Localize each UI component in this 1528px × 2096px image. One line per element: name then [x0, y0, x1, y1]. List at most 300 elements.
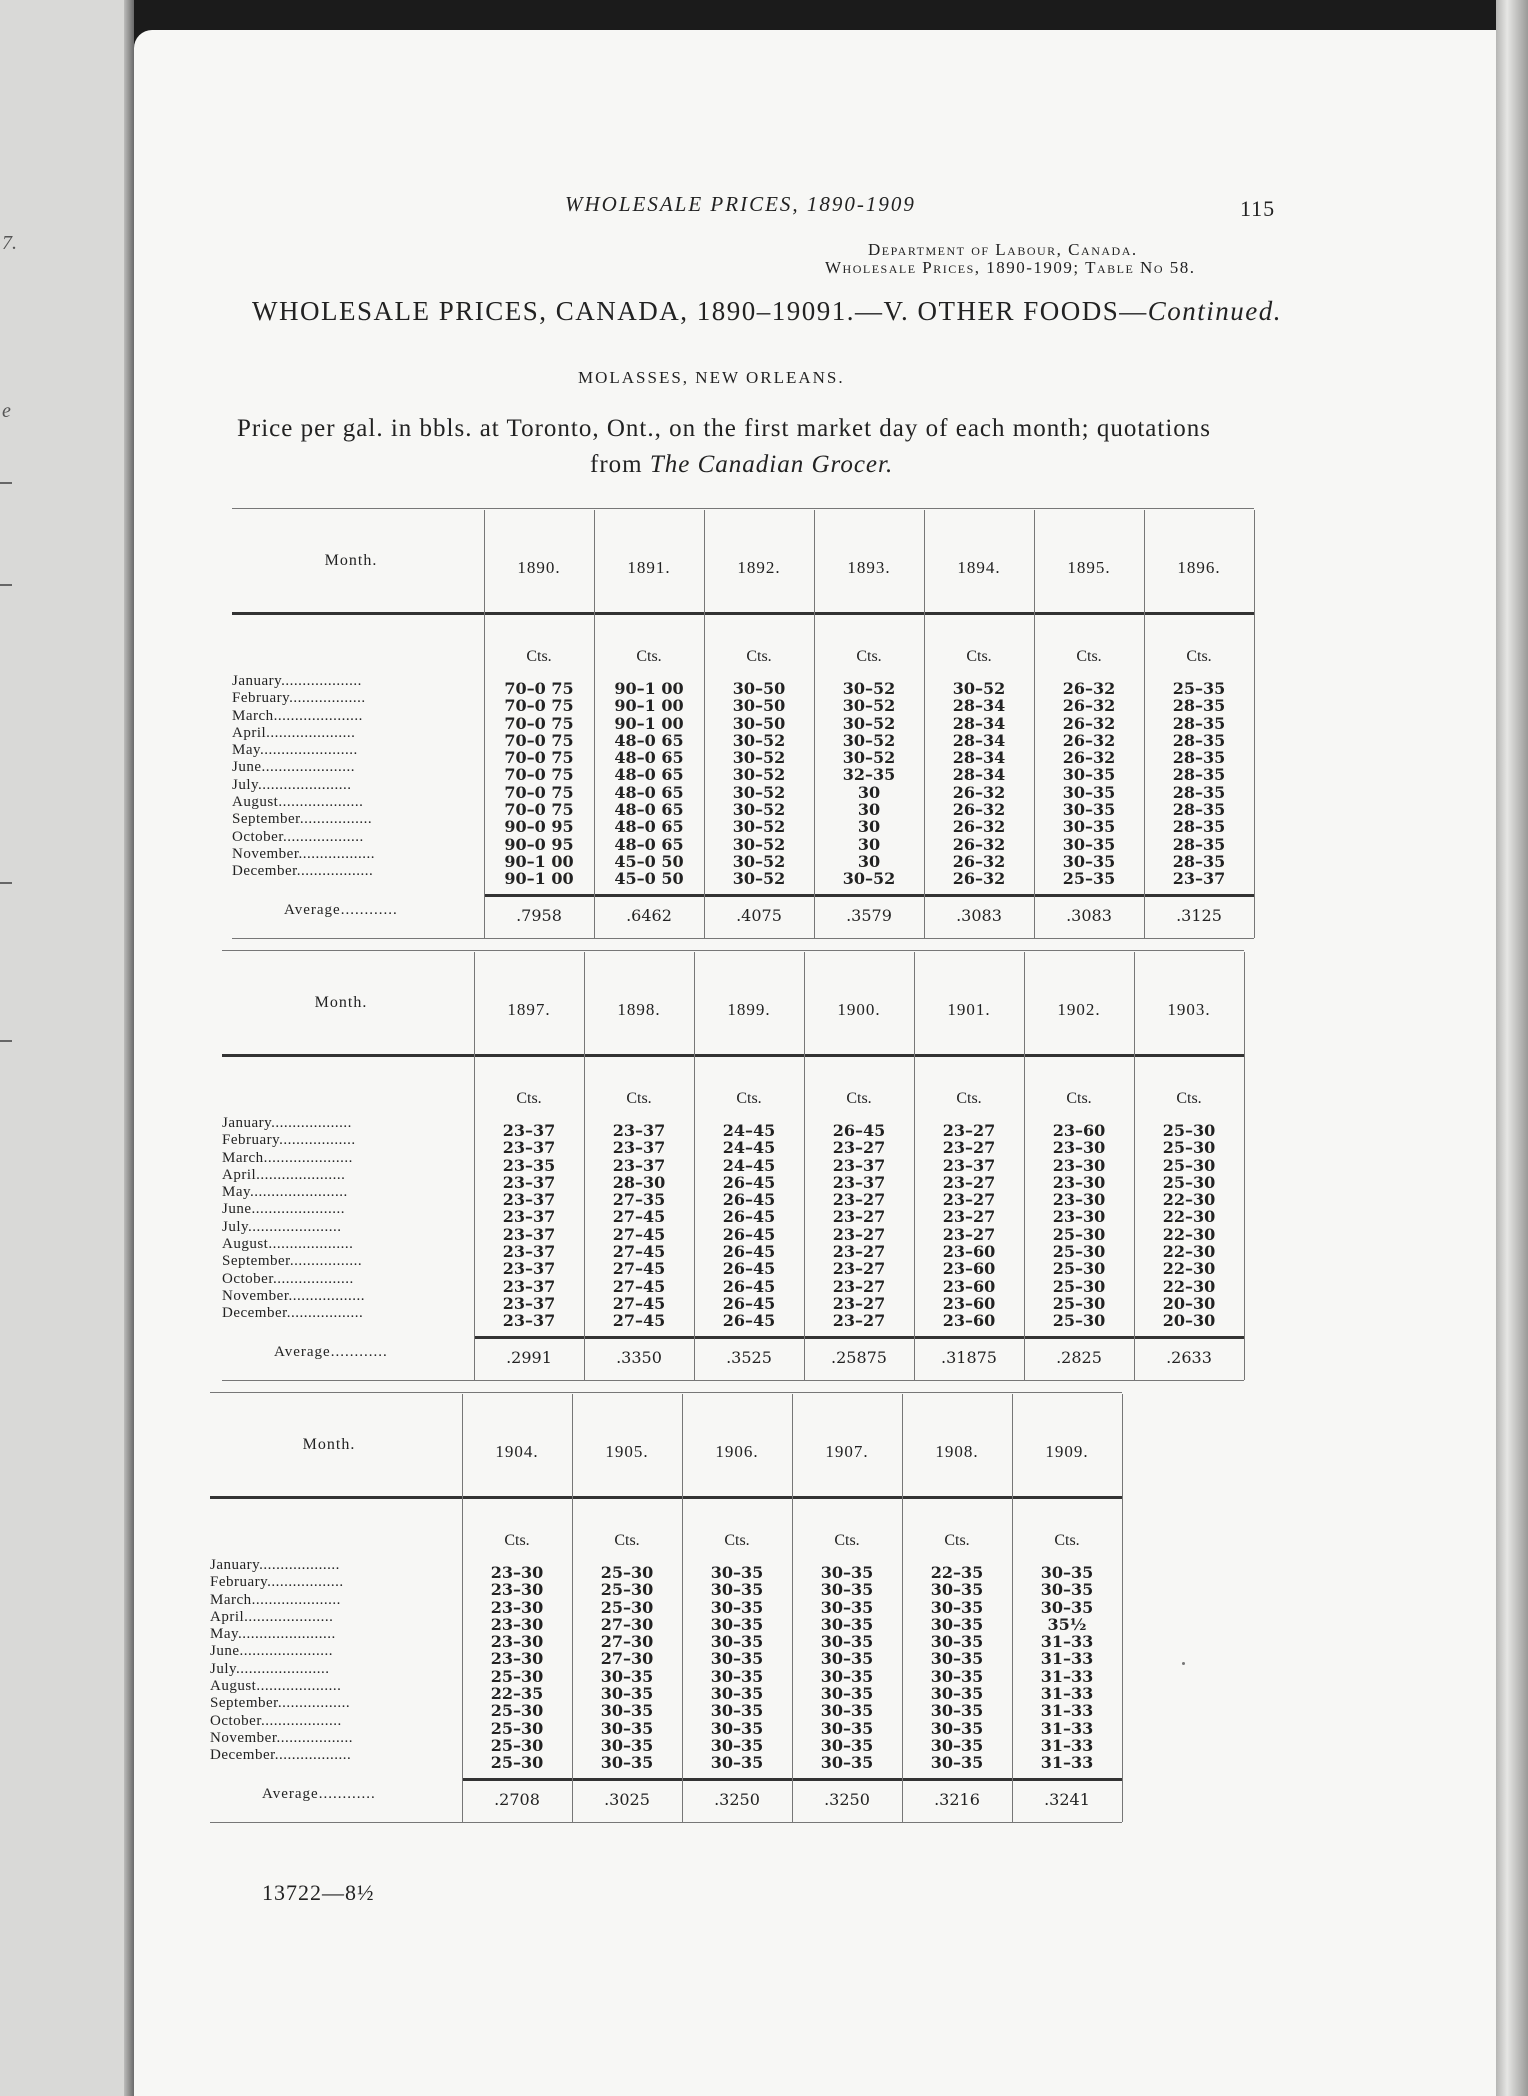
price-cell: 23–27: [832, 1311, 886, 1331]
price-cell: 23–30: [1052, 1155, 1106, 1175]
price-cell: 23–27: [832, 1276, 886, 1296]
price-cell: 24–45: [722, 1121, 776, 1140]
price-cell: 30–35: [1062, 765, 1116, 785]
price-cell: 30–52: [732, 782, 786, 802]
month-label: September.................: [210, 1695, 351, 1712]
price-cell: 90–0 95: [504, 834, 574, 854]
unit-label: Cts.: [1076, 648, 1102, 665]
price-cell: 90–1 00: [614, 696, 684, 716]
year-header: 1898.: [617, 1000, 661, 1019]
month-label: December..................: [210, 1747, 352, 1764]
price-cell: 30–50: [732, 679, 786, 698]
price-cell: 22–30: [1162, 1259, 1216, 1279]
month-label: September.................: [232, 811, 373, 828]
price-column: [584, 1122, 694, 1330]
stray-mark: [1182, 1662, 1185, 1665]
month-label: August....................: [210, 1678, 342, 1695]
price-cell: 30–35: [710, 1563, 764, 1582]
unit-label: Cts.: [1176, 1090, 1202, 1107]
price-cell: 28–35: [1172, 851, 1226, 871]
year-header: 1899.: [727, 1000, 771, 1019]
price-cell: 30–35: [710, 1614, 764, 1634]
price-cell: 28–30: [612, 1172, 666, 1192]
price-cell: 22–30: [1162, 1224, 1216, 1244]
month-label: July......................: [232, 776, 352, 793]
price-cell: 26–45: [722, 1311, 776, 1331]
year-header: 1900.: [837, 1000, 881, 1019]
price-cell: 30: [857, 782, 881, 802]
price-cell: 23–27: [832, 1207, 886, 1227]
price-cell: 25–35: [1172, 679, 1226, 698]
print-code: 13722—8½: [262, 1880, 375, 1905]
price-cell: 30–52: [732, 730, 786, 750]
price-cell: 70–0 75: [504, 782, 574, 802]
unit-label: Cts.: [746, 648, 772, 665]
month-label: November..................: [232, 845, 375, 862]
month-label: August....................: [222, 1236, 354, 1253]
price-cell: 23–30: [490, 1649, 544, 1669]
average-value: .3216: [934, 1790, 980, 1809]
price-cell: 25–30: [1052, 1242, 1106, 1262]
price-cell: 30–35: [930, 1597, 984, 1617]
price-cell: 27–45: [612, 1207, 666, 1227]
price-column: [1034, 680, 1144, 888]
year-header: 1909.: [1045, 1442, 1089, 1461]
price-cell: 30–35: [820, 1614, 874, 1634]
price-cell: 30–35: [930, 1701, 984, 1721]
price-cell: 30–35: [600, 1718, 654, 1738]
month-label: May.......................: [232, 742, 358, 759]
price-column: [1012, 1564, 1122, 1772]
left-page-edge: [0, 0, 134, 2096]
price-cell: 28–35: [1172, 748, 1226, 768]
price-cell: 30: [857, 851, 881, 871]
price-cell: 70–0 75: [504, 748, 574, 768]
price-column: [594, 680, 704, 888]
price-cell: 28–34: [952, 765, 1006, 785]
unit-label: Cts.: [834, 1532, 860, 1549]
price-cell: 27–45: [612, 1311, 666, 1331]
unit-label: Cts.: [526, 648, 552, 665]
average-value: .2991: [506, 1348, 552, 1367]
price-cell: 23–30: [1052, 1138, 1106, 1158]
price-cell: 30–50: [732, 713, 786, 733]
price-cell: 25–30: [1052, 1293, 1106, 1313]
table-top-rule: [222, 950, 1244, 951]
price-column: [1134, 1122, 1244, 1330]
average-label: Average............: [284, 902, 398, 918]
price-cell: 30–52: [952, 679, 1006, 698]
month-label: September.................: [222, 1253, 363, 1270]
price-cell: 25–30: [600, 1580, 654, 1600]
price-cell: 23–37: [942, 1155, 996, 1175]
price-column: [902, 1564, 1012, 1772]
price-cell: 22–35: [490, 1684, 544, 1704]
price-cell: 23–37: [502, 1138, 556, 1158]
month-label: February..................: [210, 1574, 344, 1591]
price-cell: 30–35: [820, 1580, 874, 1600]
price-cell: 30–35: [930, 1666, 984, 1686]
price-cell: 23–60: [1052, 1121, 1106, 1140]
price-column: [694, 1122, 804, 1330]
price-cell: 30–52: [842, 696, 896, 716]
average-value: .3025: [604, 1790, 650, 1809]
unit-label: Cts.: [736, 1090, 762, 1107]
price-cell: 23–37: [502, 1190, 556, 1210]
price-cell: 30–35: [820, 1666, 874, 1686]
unit-label: Cts.: [614, 1532, 640, 1549]
price-cell: 25–30: [1162, 1138, 1216, 1158]
page-number: 115: [1240, 196, 1276, 221]
price-cell: 30–35: [1062, 851, 1116, 871]
unit-label: Cts.: [1066, 1090, 1092, 1107]
price-cell: 70–0 75: [504, 800, 574, 820]
month-label: July......................: [210, 1660, 330, 1677]
month-label: April.....................: [232, 724, 356, 741]
left-page-fragment: e: [2, 400, 11, 422]
price-cell: 30: [857, 834, 881, 854]
price-cell: 30–35: [1040, 1597, 1094, 1617]
month-label: October...................: [232, 828, 364, 845]
price-cell: 48–0 65: [614, 765, 684, 785]
price-cell: 25–30: [600, 1563, 654, 1582]
left-page-rule: [0, 882, 12, 884]
price-cell: 30–35: [820, 1632, 874, 1652]
price-cell: 31–33: [1040, 1632, 1094, 1652]
price-cell: 23–27: [832, 1293, 886, 1313]
price-cell: 23–60: [942, 1293, 996, 1313]
price-cell: 30–35: [600, 1753, 654, 1773]
price-cell: 32–35: [842, 765, 896, 785]
price-cell: 23–60: [942, 1242, 996, 1262]
page-title: [252, 296, 1282, 327]
price-cell: 30–35: [710, 1701, 764, 1721]
price-cell: 20–30: [1162, 1311, 1216, 1331]
year-header: 1892.: [737, 558, 781, 577]
average-rule: [484, 894, 1254, 897]
year-header: 1901.: [947, 1000, 991, 1019]
price-cell: 30–35: [820, 1718, 874, 1738]
price-cell: 30–35: [710, 1718, 764, 1738]
price-column: [704, 680, 814, 888]
price-cell: 22–30: [1162, 1242, 1216, 1262]
price-column: [474, 1122, 584, 1330]
price-cell: 28–35: [1172, 730, 1226, 750]
month-label: December..................: [222, 1305, 364, 1322]
price-cell: 22–30: [1162, 1190, 1216, 1210]
table-top-rule: [210, 1392, 1122, 1393]
price-cell: 23–30: [490, 1580, 544, 1600]
price-cell: 25–30: [490, 1753, 544, 1773]
price-cell: 23–37: [612, 1121, 666, 1140]
price-cell: 25–30: [600, 1597, 654, 1617]
price-cell: 30–35: [820, 1735, 874, 1755]
price-cell: 23–27: [832, 1190, 886, 1210]
average-value: .3250: [714, 1790, 760, 1809]
price-cell: 23–30: [1052, 1207, 1106, 1227]
price-cell: 26–32: [952, 817, 1006, 837]
price-cell: 27–45: [612, 1224, 666, 1244]
price-cell: 48–0 65: [614, 748, 684, 768]
price-cell: 23–37: [832, 1155, 886, 1175]
year-header: 1893.: [847, 558, 891, 577]
price-cell: 30–35: [930, 1632, 984, 1652]
price-cell: 30–35: [600, 1735, 654, 1755]
price-cell: 30–52: [732, 748, 786, 768]
average-value: .3579: [846, 906, 892, 925]
price-cell: 26–32: [952, 869, 1006, 889]
left-page-fragment: 7.: [2, 232, 17, 254]
year-header: 1907.: [825, 1442, 869, 1461]
price-cell: 26–45: [722, 1276, 776, 1296]
price-cell: 26–45: [722, 1172, 776, 1192]
price-cell: 70–0 75: [504, 679, 574, 698]
header-rule: [232, 612, 1254, 615]
description-line-1: Price per gal. in bbls. at Toronto, Ont., on the first market day of each month; quotations: [237, 415, 1212, 442]
price-column: [572, 1564, 682, 1772]
price-cell: 30–35: [600, 1701, 654, 1721]
average-value: .3525: [726, 1348, 772, 1367]
price-cell: 23–60: [942, 1276, 996, 1296]
price-cell: 90–1 00: [614, 679, 684, 698]
price-cell: 28–34: [952, 748, 1006, 768]
price-cell: 70–0 75: [504, 696, 574, 716]
year-header: 1891.: [627, 558, 671, 577]
month-label: June......................: [210, 1643, 333, 1660]
description-prefix: from: [590, 451, 650, 478]
price-cell: 27–30: [600, 1614, 654, 1634]
price-cell: 25–30: [1052, 1259, 1106, 1279]
price-cell: 26–45: [722, 1207, 776, 1227]
price-cell: 90–1 00: [504, 869, 574, 889]
title-main: WHOLESALE PRICES, CANADA, 1890–19091.—V. OTHER FOODS—: [252, 296, 1148, 326]
unit-label: Cts.: [516, 1090, 542, 1107]
price-cell: 30–35: [1062, 817, 1116, 837]
year-header: 1903.: [1167, 1000, 1211, 1019]
price-cell: 26–45: [722, 1242, 776, 1262]
left-page-rule: [0, 584, 12, 586]
book-gutter: [124, 0, 134, 2096]
price-cell: 23–37: [502, 1207, 556, 1227]
year-header: 1890.: [517, 558, 561, 577]
unit-label: Cts.: [846, 1090, 872, 1107]
average-value: .3250: [824, 1790, 870, 1809]
header-rule: [210, 1496, 1122, 1499]
price-cell: 23–37: [612, 1138, 666, 1158]
month-labels: [232, 673, 468, 881]
average-value: .2633: [1166, 1348, 1212, 1367]
price-cell: 23–37: [832, 1172, 886, 1192]
price-cell: 90–1 00: [504, 851, 574, 871]
price-cell: 27–30: [600, 1649, 654, 1669]
average-value: .31875: [941, 1348, 997, 1367]
price-cell: 30–35: [710, 1580, 764, 1600]
price-cell: 24–45: [722, 1138, 776, 1158]
average-value: .25875: [831, 1348, 887, 1367]
average-value: .7958: [516, 906, 562, 925]
price-cell: 30–35: [1040, 1580, 1094, 1600]
price-cell: 26–32: [1062, 696, 1116, 716]
price-cell: 30–35: [930, 1649, 984, 1669]
unit-label: Cts.: [626, 1090, 652, 1107]
column-divider: [1244, 952, 1245, 1380]
price-column: [484, 680, 594, 888]
price-cell: 26–32: [952, 834, 1006, 854]
price-cell: 30–35: [820, 1649, 874, 1669]
average-value: .6462: [626, 906, 672, 925]
price-cell: 30–35: [710, 1753, 764, 1773]
price-cell: 25–30: [1052, 1224, 1106, 1244]
price-cell: 28–34: [952, 696, 1006, 716]
year-header: 1906.: [715, 1442, 759, 1461]
price-cell: 30–35: [710, 1649, 764, 1669]
month-label: November..................: [210, 1729, 353, 1746]
price-cell: 45–0 50: [614, 869, 684, 889]
price-cell: 26–45: [832, 1121, 886, 1140]
price-cell: 27–35: [612, 1190, 666, 1210]
price-cell: 23–27: [942, 1224, 996, 1244]
price-cell: 23–37: [502, 1172, 556, 1192]
price-cell: 28–35: [1172, 834, 1226, 854]
price-column: [914, 1122, 1024, 1330]
year-header: 1905.: [605, 1442, 649, 1461]
unit-label: Cts.: [966, 648, 992, 665]
average-value: .2825: [1056, 1348, 1102, 1367]
month-labels: [222, 1115, 458, 1323]
average-value: .2708: [494, 1790, 540, 1809]
left-page-rule: [0, 1040, 12, 1042]
price-cell: 30–35: [710, 1735, 764, 1755]
month-labels: [210, 1557, 446, 1765]
average-label: Average............: [262, 1786, 376, 1802]
unit-label: Cts.: [856, 648, 882, 665]
price-cell: 30–35: [930, 1614, 984, 1634]
price-cell: 30–52: [842, 713, 896, 733]
month-label: March.....................: [210, 1591, 341, 1608]
price-cell: 30–35: [930, 1684, 984, 1704]
price-cell: 23–37: [1172, 869, 1226, 889]
price-cell: 31–33: [1040, 1684, 1094, 1704]
month-label: January...................: [232, 673, 362, 689]
price-cell: 90–0 95: [504, 817, 574, 837]
price-cell: 30–52: [732, 817, 786, 837]
average-value: .3083: [1066, 906, 1112, 925]
price-cell: 30–35: [930, 1735, 984, 1755]
price-column: [792, 1564, 902, 1772]
price-cell: 22–30: [1162, 1207, 1216, 1227]
price-cell: 30–35: [820, 1597, 874, 1617]
price-cell: 48–0 65: [614, 817, 684, 837]
price-cell: 20–30: [1162, 1293, 1216, 1313]
price-cell: 26–32: [1062, 679, 1116, 698]
price-cell: 31–33: [1040, 1666, 1094, 1686]
month-label: June......................: [222, 1201, 345, 1218]
price-cell: 25–30: [1162, 1121, 1216, 1140]
column-divider: [1254, 510, 1255, 938]
price-column: [1024, 1122, 1134, 1330]
page-edges: [1496, 0, 1528, 2096]
price-cell: 28–35: [1172, 817, 1226, 837]
price-cell: 23–27: [942, 1190, 996, 1210]
price-cell: 26–32: [1062, 748, 1116, 768]
price-cell: 25–30: [1052, 1276, 1106, 1296]
month-column-header: Month.: [314, 994, 368, 1011]
commodity-subtitle: MOLASSES, NEW ORLEANS.: [578, 368, 845, 387]
price-cell: 23–30: [490, 1632, 544, 1652]
price-cell: 30–52: [842, 869, 896, 889]
month-label: May.......................: [210, 1626, 336, 1643]
price-cell: 70–0 75: [504, 730, 574, 750]
price-cell: 30–35: [1062, 782, 1116, 802]
price-cell: 23–27: [942, 1138, 996, 1158]
price-cell: 28–35: [1172, 713, 1226, 733]
month-label: March.....................: [232, 707, 363, 724]
title-continued: Continued.: [1147, 296, 1283, 326]
price-cell: 25–30: [490, 1701, 544, 1721]
price-cell: 23–27: [942, 1207, 996, 1227]
running-title: WHOLESALE PRICES, 1890-1909: [565, 192, 916, 216]
price-cell: 23–30: [490, 1614, 544, 1634]
column-divider: [1122, 1394, 1123, 1822]
month-label: January...................: [222, 1115, 352, 1131]
month-label: April.....................: [210, 1608, 334, 1625]
price-cell: 27–45: [612, 1259, 666, 1279]
price-cell: 30–35: [820, 1701, 874, 1721]
price-cell: 22–35: [930, 1563, 984, 1582]
month-column-header: Month.: [324, 552, 378, 569]
price-cell: 23–37: [502, 1242, 556, 1262]
price-cell: 30–35: [600, 1666, 654, 1686]
average-rule: [474, 1336, 1244, 1339]
month-label: March.....................: [222, 1149, 353, 1166]
price-cell: 48–0 65: [614, 800, 684, 820]
average-value: .3083: [956, 906, 1002, 925]
price-cell: 23–30: [490, 1563, 544, 1582]
price-cell: 45–0 50: [614, 851, 684, 871]
price-cell: 30–52: [842, 748, 896, 768]
month-label: October...................: [222, 1270, 354, 1287]
year-header: 1902.: [1057, 1000, 1101, 1019]
average-value: .3125: [1176, 906, 1222, 925]
price-cell: 48–0 65: [614, 782, 684, 802]
month-label: April.....................: [222, 1166, 346, 1183]
table-top-rule: [232, 508, 1254, 509]
price-cell: 22–30: [1162, 1276, 1216, 1296]
year-header: 1894.: [957, 558, 1001, 577]
price-cell: 23–37: [502, 1293, 556, 1313]
price-cell: 25–30: [490, 1666, 544, 1686]
price-cell: 25–30: [1162, 1172, 1216, 1192]
unit-label: Cts.: [956, 1090, 982, 1107]
price-cell: 26–45: [722, 1293, 776, 1313]
price-cell: 70–0 75: [504, 765, 574, 785]
price-cell: 23–60: [942, 1259, 996, 1279]
price-cell: 23–27: [832, 1242, 886, 1262]
price-cell: 27–30: [600, 1632, 654, 1652]
month-label: February..................: [222, 1132, 356, 1149]
price-cell: 25–30: [1052, 1311, 1106, 1331]
price-cell: 26–32: [952, 851, 1006, 871]
average-value: .3241: [1044, 1790, 1090, 1809]
price-cell: 23–37: [502, 1311, 556, 1331]
unit-label: Cts.: [1054, 1532, 1080, 1549]
price-cell: 23–37: [502, 1224, 556, 1244]
price-cell: 30–35: [930, 1718, 984, 1738]
price-cell: 25–30: [1162, 1155, 1216, 1175]
month-label: January...................: [210, 1557, 340, 1573]
price-cell: 26–45: [722, 1224, 776, 1244]
table-bottom-rule: [232, 938, 1254, 939]
